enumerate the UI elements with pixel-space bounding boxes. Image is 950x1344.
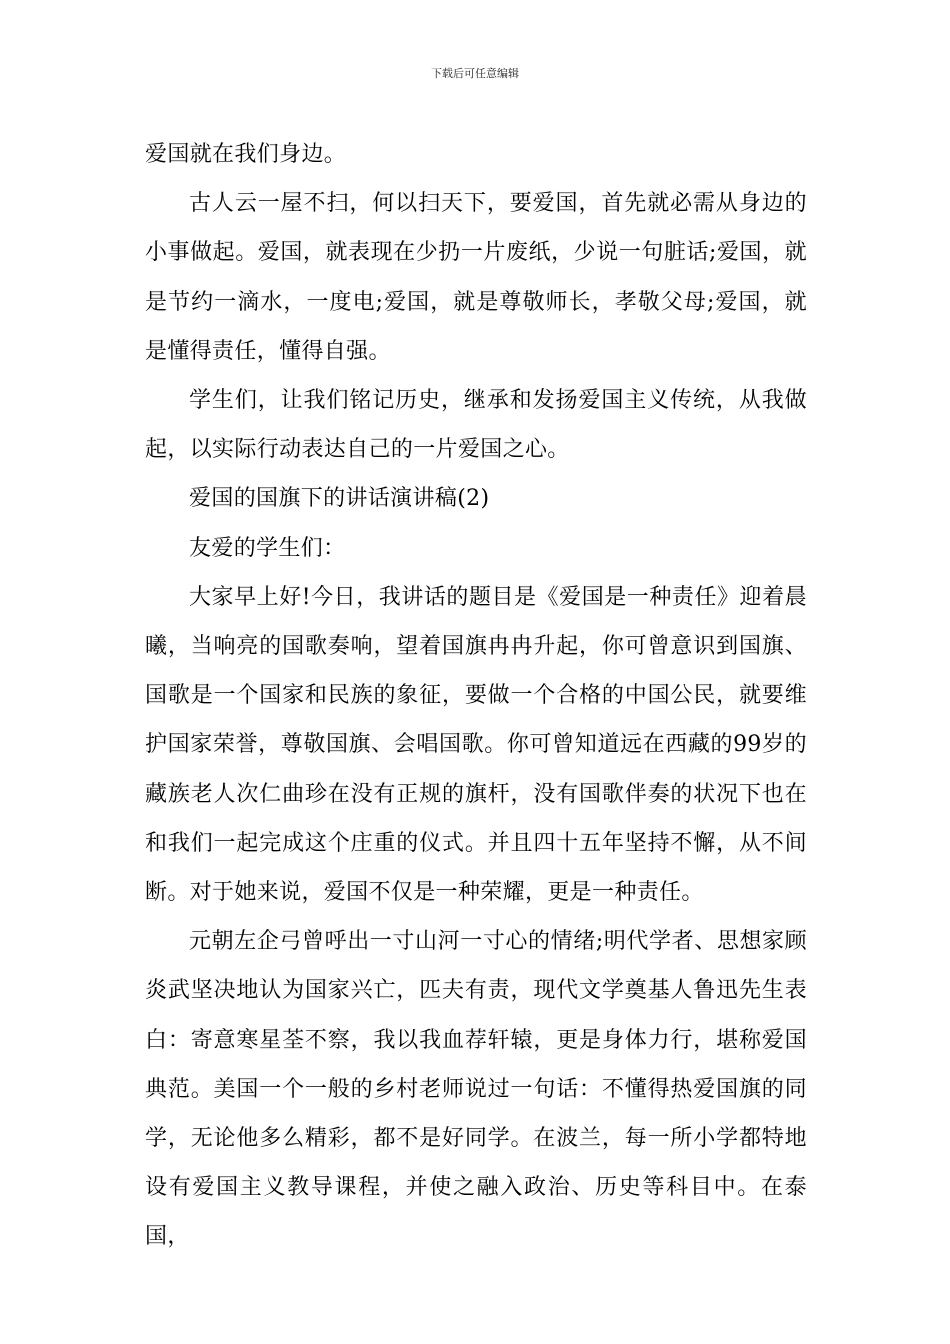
document-body [145,130,807,1262]
paragraph-closing-line: 爱国就在我们身边。 [145,142,347,167]
paragraph-small-things: 古人云一屋不扫，何以扫天下，要爱国，首先就必需从身边的小事做起。爱国，就表现在少扔一片废纸，少说一句脏话;爱国，就是节约一滴水，一度电;爱国，就是尊敬师长，孝敬父母;爱国，就是懂得责任，懂得自强。 [145,191,807,364]
paragraph-historical-examples: 元朝左企弓曾呼出一寸山河一寸心的情绪;明代学者、思想家顾炎武坚决地认为国家兴亡，匹夫有责，现代文学奠基人鲁迅先生表白：寄意寒星荃不察，我以我血荐轩辕，更是身体力行，堪称爱国典范。美国一个一般的乡村老师说过一句话：不懂得热爱国旗的同学，无论他多么精彩，都不是好同学。在波兰，每一所小学都特地设有爱国主义教导课程，并使之融入政治、历史等科目中。在泰国， [145,929,807,1250]
salutation: 友爱的学生们： [189,535,346,561]
paragraph-call-to-action: 学生们，让我们铭记历史，继承和发扬爱国主义传统，从我做起，以实际行动表达自己的一片爱国之心。 [145,388,807,463]
page-header-note: 下载后可任意编辑 [431,67,519,80]
section-title: 爱国的国旗下的讲话演讲稿(2) [189,486,490,512]
paragraph-opening: 大家早上好!今日，我讲话的题目是《爱国是一种责任》迎着晨曦，当响亮的国歌奏响，望着国旗冉冉升起，你可曾意识到国旗、国歌是一个国家和民族的象征，要做一个合格的中国公民，就要维护国家荣誉，尊敬国旗、会唱国歌。你可曾知道远在西藏的99岁的藏族老人次仁曲珍在没有正规的旗杆，没有国歌伴奏的状况下也在和我们一起完成这个庄重的仪式。并且四十五年坚持不懈，从不间断。对于她来说，爱国不仅是一种荣耀，更是一种责任。 [145,584,807,906]
